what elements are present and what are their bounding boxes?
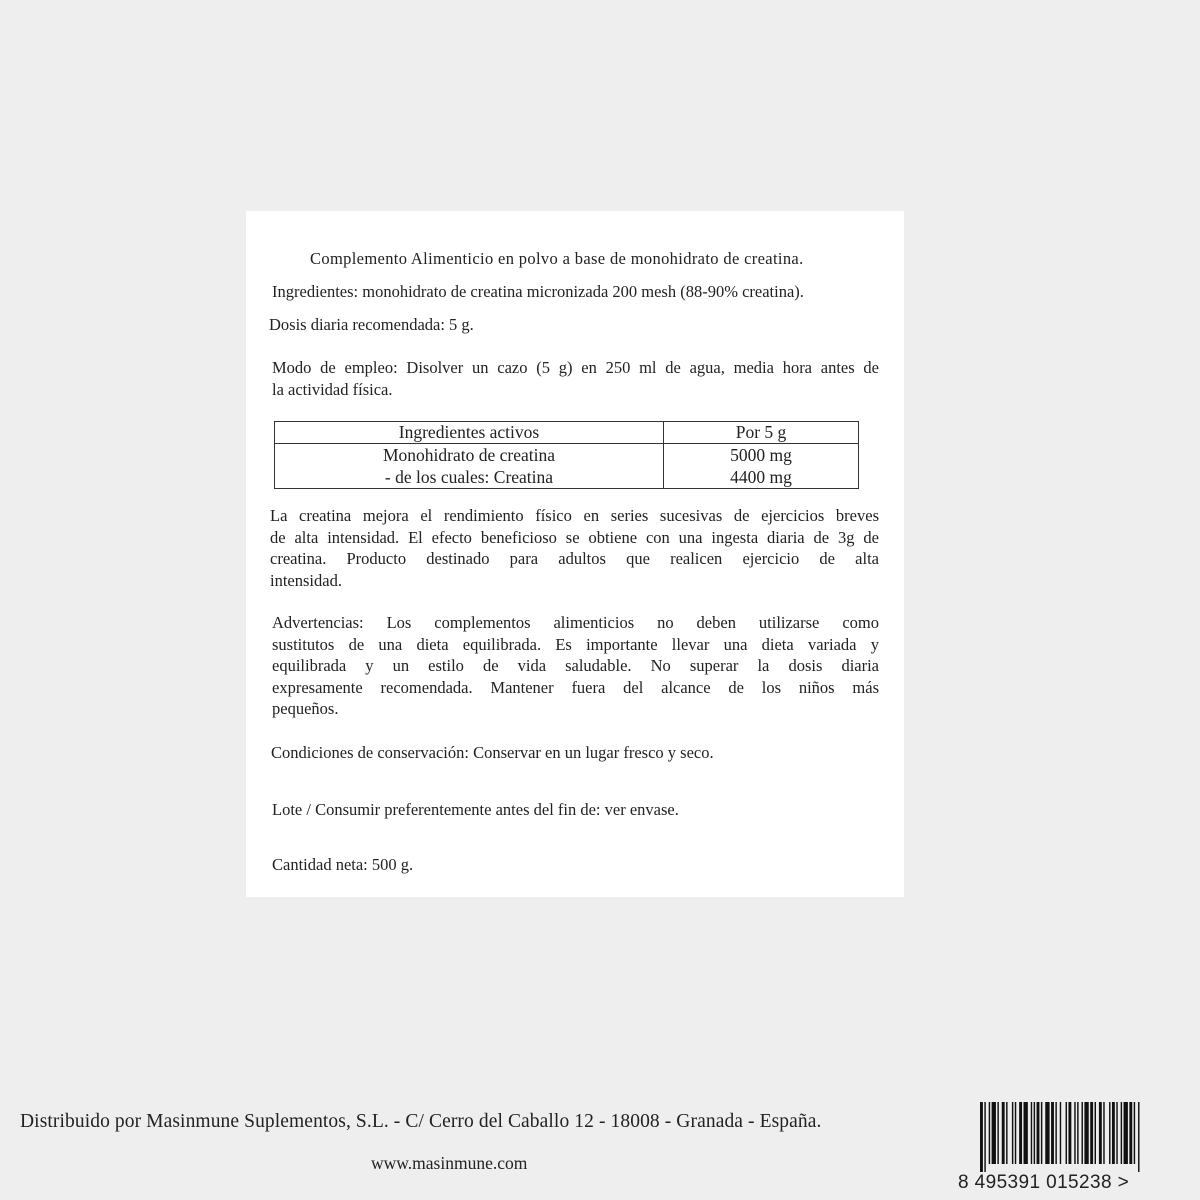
barcode-bar	[1019, 1102, 1022, 1164]
barcode-bar	[1045, 1102, 1049, 1164]
barcode-bar	[1051, 1102, 1054, 1164]
barcode-bar	[1124, 1102, 1128, 1164]
barcode-bar	[1138, 1102, 1139, 1172]
intro-text: Complemento Alimenticio en polvo a base de monohidrato de creatina.	[310, 249, 804, 268]
barcode-bar	[980, 1102, 983, 1172]
barcode-bar	[1095, 1102, 1096, 1164]
product-label	[246, 211, 904, 897]
barcode-bar	[1109, 1102, 1110, 1164]
usage-line: la actividad física.	[272, 379, 393, 399]
barcode-bar	[1074, 1102, 1075, 1164]
net-quantity-text: Cantidad neta: 500 g.	[272, 855, 414, 874]
table-ingredient-1: Monohidrato de creatina	[382, 445, 556, 465]
table-body-row	[275, 444, 859, 489]
barcode-bar	[1077, 1102, 1078, 1164]
batch-text: Lote / Consumir preferentemente antes del fin de: ver envase.	[272, 800, 679, 819]
warning-paragraph	[272, 612, 879, 720]
barcode-bar	[992, 1102, 996, 1164]
storage-text: Condiciones de conservación: Conservar en un lugar fresco y seco.	[271, 743, 714, 762]
barcode-bar	[1103, 1102, 1104, 1164]
barcode-bar	[1034, 1102, 1035, 1164]
barcode-bar	[1066, 1102, 1067, 1164]
barcode-bar	[1055, 1102, 1056, 1164]
table-header-amount: Por 5 g	[664, 422, 859, 444]
barcode-bar	[1037, 1102, 1040, 1164]
distributor-text: Distribuido por Masinmune Suplementos, S.L. - C/ Cerro del Caballo 12 - 18008 - Granada - España.	[20, 1111, 822, 1132]
barcode-bar	[1116, 1102, 1117, 1164]
barcode-bar	[1015, 1102, 1016, 1164]
warning-line: pequeños.	[272, 699, 339, 718]
barcode-bar	[1099, 1102, 1102, 1164]
usage-paragraph	[272, 357, 879, 400]
table-ingredient-2: - de los cuales: Creatina	[384, 467, 554, 487]
table-amount-2: 4400 mg	[730, 467, 792, 487]
claim-line: creatina. Producto destinado para adultos que realicen ejercicio de alta	[270, 549, 879, 568]
barcode-bar	[997, 1102, 998, 1164]
claim-line: La creatina mejora el rendimiento físico en series sucesivas de ejercicios breves	[270, 506, 879, 525]
barcode-bar	[989, 1102, 990, 1164]
daily-dose-text: Dosis diaria recomendada: 5 g.	[269, 315, 474, 334]
warning-line: expresamente recomendada. Mantener fuera del alcance de los niños más	[272, 677, 879, 697]
barcode-bar	[1134, 1102, 1135, 1164]
barcode-bar	[1060, 1102, 1061, 1164]
barcode-bar	[1084, 1102, 1088, 1164]
claim-line: intensidad.	[270, 570, 342, 590]
table-header-row	[275, 422, 859, 444]
table-amount-1: 5000 mg	[730, 445, 792, 465]
website-text: www.masinmune.com	[371, 1153, 528, 1173]
table-amount-cell	[664, 444, 859, 489]
barcode-bars	[958, 1102, 1190, 1172]
barcode-bar	[1024, 1102, 1028, 1164]
claim-line: de alta intensidad. El efecto beneficioso se obtiene con una ingesta diaria de 3g de	[270, 527, 879, 547]
warning-line: equilibrada y un estilo de vida saludable. No superar la dosis diaria	[272, 656, 879, 675]
nutrition-table	[274, 421, 859, 489]
ingredients-text: Ingredientes: monohidrato de creatina micronizada 200 mesh (88-90% creatina).	[272, 282, 804, 301]
barcode-bar	[1006, 1102, 1007, 1164]
barcode-bar	[1082, 1102, 1083, 1164]
barcode-bar	[1002, 1102, 1005, 1164]
claim-paragraph	[270, 505, 879, 591]
barcode-bar	[1121, 1102, 1122, 1164]
barcode-bar	[1129, 1102, 1132, 1164]
barcode-bar	[1041, 1102, 1042, 1164]
usage-line: Modo de empleo: Disolver un cazo (5 g) en 250 ml de agua, media hora antes de	[272, 358, 879, 377]
barcode-bar	[1090, 1102, 1093, 1164]
barcode-digits: 8 495391 015238 >	[958, 1172, 1130, 1193]
barcode	[958, 1102, 1190, 1194]
warning-line: Advertencias: Los complementos alimenticios no deben utilizarse como	[272, 613, 879, 632]
barcode-bar	[984, 1102, 985, 1172]
warning-line: sustitutos de una dieta equilibrada. Es importante llevar una dieta variada y	[272, 634, 879, 654]
barcode-bar	[1031, 1102, 1032, 1164]
barcode-bar	[1068, 1102, 1071, 1164]
barcode-bar	[1112, 1102, 1115, 1164]
table-header-ingredient: Ingredientes activos	[275, 422, 664, 444]
barcode-bar	[1012, 1102, 1013, 1164]
table-ingredient-cell	[275, 444, 664, 489]
